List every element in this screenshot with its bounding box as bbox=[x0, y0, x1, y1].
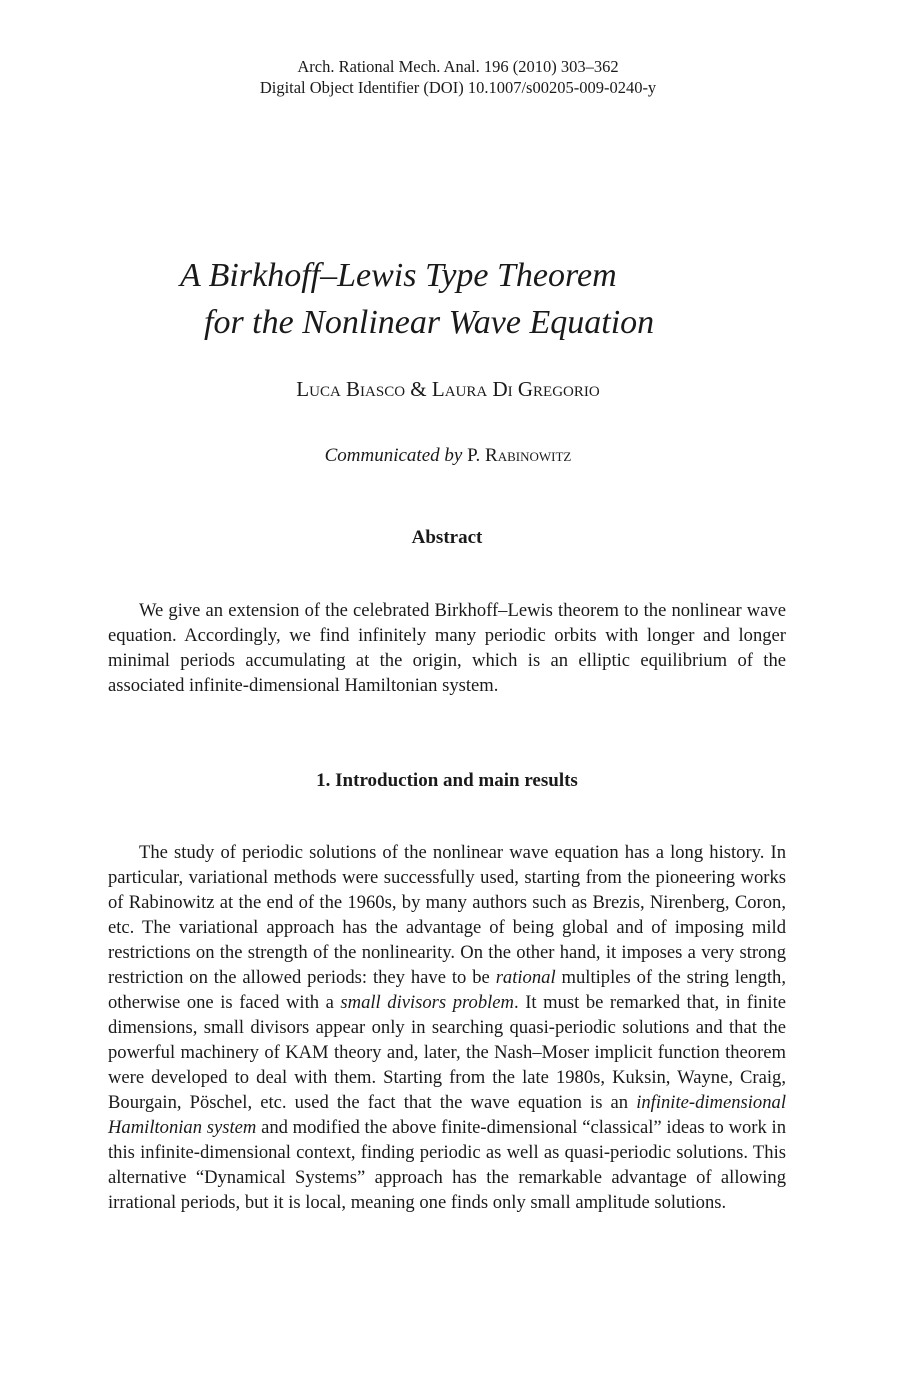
author-list bbox=[0, 375, 896, 403]
intro-emphasis-rational: rational bbox=[495, 967, 556, 988]
communicated-by bbox=[0, 443, 896, 469]
title-line-2: for the Nonlinear Wave Equation bbox=[204, 304, 655, 341]
section-heading: 1. Introduction and main results bbox=[316, 770, 578, 791]
author-separator: & bbox=[410, 377, 427, 401]
intro-text-4: and modified the above finite-dimensional “classical” ideas to work in this infinite-dimensional context, finding periodic as well as quasi-periodic solutions. This alternative “Dynamical Systems” approach has the remarkable advantage of allowing irrational periods, but it is local, meaning one finds only small amplitude solutions. bbox=[108, 1117, 786, 1213]
intro-text-1: The study of periodic solutions of the nonlinear wave equation has a long history. In particular, variational methods were successfully used, starting from the pioneering works of Rabinowitz at the end of the 1960s, by many authors such as Brezis, Nirenberg, Coron, etc. The variational approach has the advantage of being global and of imposing mild restrictions on the strength of the nonlinearity. On the other hand, it imposes a very strong restriction on the allowed periods: they have to be bbox=[108, 842, 786, 988]
communicator-name: P. Rabinowitz bbox=[467, 445, 572, 466]
journal-header bbox=[0, 56, 916, 98]
communicated-lead: Communicated by bbox=[324, 445, 463, 466]
abstract-text: We give an extension of the celebrated Birkhoff–Lewis theorem to the nonlinear wave equation. Accordingly, we find infinitely many periodic orbits with longer and longer minimal periods accumulating at the origin, which is an elliptic equilibrium of the associated infinite-dimensional Hamiltonian system. bbox=[108, 600, 786, 696]
intro-paragraph bbox=[108, 840, 786, 1215]
intro-emphasis-small-divisors: small divisors problem bbox=[340, 992, 514, 1013]
doi-line: Digital Object Identifier (DOI) 10.1007/s00205-009-0240-y bbox=[259, 78, 657, 97]
abstract-heading: Abstract bbox=[411, 527, 483, 548]
intro-text-3: . It must be remarked that, in finite dimensions, small divisors appear only in searching quasi-periodic solutions and that the powerful machinery of KAM theory and, later, the Nash–Moser implicit function theorem were developed to deal with them. Starting from the late 1980s, Kuksin, Wayne, Craig, Bourgain, Pöschel, etc. used the fact that the wave equation is an bbox=[108, 992, 787, 1113]
paper-title bbox=[180, 252, 820, 346]
intro-text-2: multiples of the string length, otherwise one is faced with a bbox=[108, 967, 786, 1013]
author-2: Laura Di Gregorio bbox=[431, 377, 600, 401]
intro-emphasis-hamiltonian: infinite-dimensional Hamiltonian system bbox=[108, 1092, 786, 1138]
title-line-1: A Birkhoff–Lewis Type Theorem bbox=[180, 257, 617, 294]
journal-citation: Arch. Rational Mech. Anal. 196 (2010) 303–362 bbox=[297, 57, 619, 76]
author-1: Luca Biasco bbox=[296, 377, 406, 401]
